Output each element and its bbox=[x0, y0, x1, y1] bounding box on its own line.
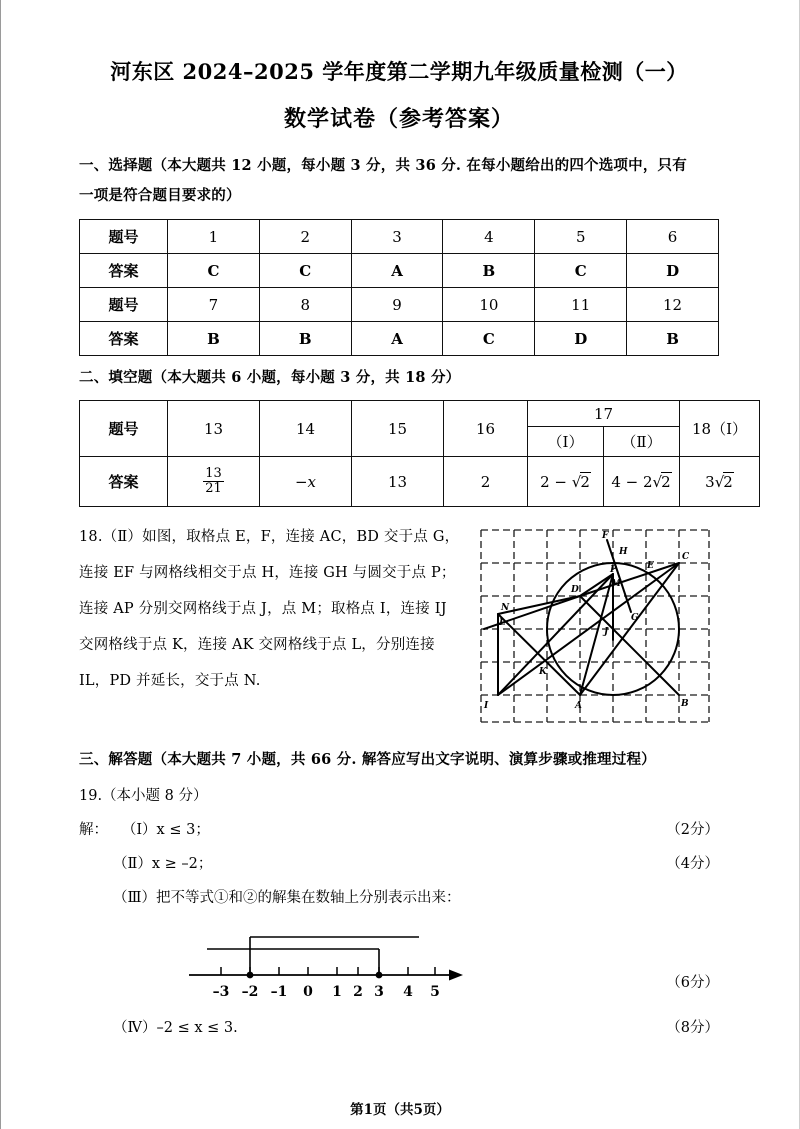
question-18-line: 连接 EF 与网格线相交于点 H，连接 GH 与圆交于点 P； bbox=[79, 565, 456, 581]
question-18-line: 连接 AP 分别交网格线于点 J，点 M；取格点 I，连接 IJ bbox=[79, 601, 447, 617]
answer-cell: D bbox=[627, 254, 719, 288]
answer-cell: B bbox=[168, 322, 260, 356]
table-row bbox=[80, 288, 719, 322]
table-row-group-header bbox=[80, 401, 760, 427]
question-number: 3 bbox=[351, 220, 443, 254]
choice-answer-table bbox=[79, 219, 719, 356]
question-number: 7 bbox=[168, 288, 260, 322]
fraction-numerator: 13 bbox=[205, 466, 222, 482]
label-H: H bbox=[619, 547, 628, 557]
answer-cell: C bbox=[168, 254, 260, 288]
label-N: N bbox=[501, 603, 510, 613]
question-19-part-3 bbox=[79, 881, 719, 915]
tick-labels bbox=[213, 984, 440, 1000]
part-4-text: （Ⅳ）–2 ≤ x ≤ 3. bbox=[113, 1020, 238, 1036]
question-18-line: IL，PD 并延长，交于点 N. bbox=[79, 673, 261, 689]
answer-cell-18-1 bbox=[680, 457, 760, 507]
row-label-question: 题号 bbox=[80, 220, 168, 254]
geometry-figure-svg bbox=[471, 522, 719, 730]
geometry-figure bbox=[471, 522, 719, 730]
page-title-line2: 数学试卷（参考答案） bbox=[283, 106, 514, 132]
answer-cell-17-1 bbox=[528, 457, 604, 507]
part-1-points: （2分） bbox=[666, 822, 719, 838]
page-footer: 第1页（共5页） bbox=[350, 1102, 450, 1118]
axis-arrow bbox=[449, 970, 463, 981]
part-2-text: （Ⅱ）x ≥ –2； bbox=[113, 856, 213, 872]
tick-label: 2 bbox=[353, 984, 363, 1000]
question-number: 16 bbox=[444, 401, 528, 457]
endpoint-closed-3 bbox=[376, 972, 383, 979]
question-number: 1 bbox=[168, 220, 260, 254]
answer-cell: B bbox=[627, 322, 719, 356]
tick-label: 4 bbox=[403, 984, 413, 1000]
answer-cell-17-2 bbox=[604, 457, 680, 507]
solve-label: 解： bbox=[79, 822, 108, 838]
question-19-part-4 bbox=[79, 1011, 719, 1045]
question-number: 14 bbox=[260, 401, 352, 457]
fraction-13-21 bbox=[203, 467, 224, 495]
answer-cell: A bbox=[351, 322, 443, 356]
number-line-block bbox=[79, 923, 719, 1005]
question-number: 15 bbox=[352, 401, 444, 457]
tick-label: 5 bbox=[430, 984, 440, 1000]
answer-cell: C bbox=[535, 254, 627, 288]
row-label-question: 题号 bbox=[80, 401, 168, 457]
answer-cell: C bbox=[259, 254, 351, 288]
answer-cell-15: 13 bbox=[352, 457, 444, 507]
label-B: B bbox=[681, 699, 689, 709]
label-D: D bbox=[571, 585, 579, 595]
label-K: K bbox=[539, 667, 547, 677]
label-A: A bbox=[575, 701, 582, 711]
answer-cell-16: 2 bbox=[444, 457, 528, 507]
part-2-points: （4分） bbox=[666, 856, 719, 872]
question-number: 2 bbox=[259, 220, 351, 254]
label-G: G bbox=[631, 613, 639, 623]
question-19-number: 19.（本小题 8 分） bbox=[79, 788, 208, 804]
tick-label: –1 bbox=[270, 984, 288, 1000]
label-P: P bbox=[610, 565, 617, 575]
answer-cell: B bbox=[443, 254, 535, 288]
row-label-answer: 答案 bbox=[80, 322, 168, 356]
question-number: 10 bbox=[443, 288, 535, 322]
question-group-17: 17 bbox=[528, 401, 680, 427]
label-J: J bbox=[604, 627, 609, 637]
row-label-question: 题号 bbox=[80, 288, 168, 322]
answer-cell: B bbox=[259, 322, 351, 356]
part-3-text: （Ⅲ）把不等式①和②的解集在数轴上分别表示出来： bbox=[113, 890, 461, 906]
page-content bbox=[79, 0, 747, 1045]
table-row bbox=[80, 322, 719, 356]
question-18-text bbox=[79, 519, 479, 699]
question-18-line: 18.（Ⅱ）如图，取格点 E，F，连接 AC，BD 交于点 G， bbox=[79, 529, 460, 545]
ray-from-3-left bbox=[207, 949, 379, 975]
radical-expression: 2 − √2 bbox=[540, 472, 590, 491]
row-label-answer: 答案 bbox=[80, 457, 168, 507]
axis bbox=[189, 970, 463, 981]
section-3-heading: 三、解答题（本大题共 7 小题，共 66 分. 解答应写出文字说明、演算步骤或推理过程） bbox=[79, 751, 656, 768]
part-1-text: （Ⅰ）x ≤ 3； bbox=[121, 822, 210, 838]
label-C: C bbox=[682, 552, 690, 562]
fill-blank-answer-table bbox=[79, 400, 760, 507]
question-number: 12 bbox=[627, 288, 719, 322]
tick-label: 1 bbox=[332, 984, 342, 1000]
question-19-part-1 bbox=[79, 813, 719, 847]
question-number: 11 bbox=[535, 288, 627, 322]
label-M: M bbox=[611, 579, 621, 589]
table-row bbox=[80, 254, 719, 288]
question-19-part-2 bbox=[79, 847, 719, 881]
question-18-line: 交网格线于点 K，连接 AK 交网格线于点 L，分别连接 bbox=[79, 637, 435, 653]
label-I: I bbox=[484, 701, 489, 711]
tick-label: 3 bbox=[374, 984, 384, 1000]
answer-cell-13 bbox=[168, 457, 260, 507]
tick-label: –3 bbox=[212, 984, 230, 1000]
label-F: F bbox=[602, 531, 609, 541]
part-3-points: （6分） bbox=[666, 975, 719, 991]
label-E: E bbox=[647, 561, 654, 571]
table-row bbox=[80, 220, 719, 254]
tick-label: 0 bbox=[303, 984, 313, 1000]
radical-expression: 4 − 2√2 bbox=[611, 472, 671, 491]
section-2-heading: 二、填空题（本大题共 6 小题，每小题 3 分，共 18 分） bbox=[79, 369, 461, 386]
radical-expression: 3√2 bbox=[705, 472, 733, 491]
table-row bbox=[80, 457, 760, 507]
answer-cell-14: −x bbox=[260, 457, 352, 507]
question-number: 5 bbox=[535, 220, 627, 254]
page-title-line1: 河东区 2024–2025 学年度第二学期九年级质量检测（一） bbox=[110, 59, 688, 84]
question-number: 8 bbox=[259, 288, 351, 322]
section-1-heading-line2: 一项是符合题目要求的） bbox=[79, 187, 241, 204]
question-number: 4 bbox=[443, 220, 535, 254]
part-4-points: （8分） bbox=[666, 1020, 719, 1036]
answer-cell: C bbox=[443, 322, 535, 356]
section-1-heading-line1: 一、选择题（本大题共 12 小题，每小题 3 分，共 36 分. 在每小题给出的四个选项中，只有 bbox=[79, 157, 687, 174]
label-L: L bbox=[499, 618, 506, 628]
question-number: 6 bbox=[627, 220, 719, 254]
question-18-block bbox=[79, 519, 719, 734]
question-17-sub-2: （Ⅱ） bbox=[604, 427, 680, 457]
question-number: 13 bbox=[168, 401, 260, 457]
question-number-18: 18（Ⅰ） bbox=[680, 401, 760, 457]
tick-label: –2 bbox=[241, 984, 259, 1000]
endpoint-closed-minus2 bbox=[247, 972, 254, 979]
question-17-sub-1: （Ⅰ） bbox=[528, 427, 604, 457]
answer-cell: A bbox=[351, 254, 443, 288]
number-line-svg bbox=[187, 923, 467, 1005]
ray-from-minus2-right bbox=[250, 937, 419, 975]
row-label-answer: 答案 bbox=[80, 254, 168, 288]
answer-cell: D bbox=[535, 322, 627, 356]
question-number: 9 bbox=[351, 288, 443, 322]
fraction-denominator: 21 bbox=[205, 481, 222, 496]
